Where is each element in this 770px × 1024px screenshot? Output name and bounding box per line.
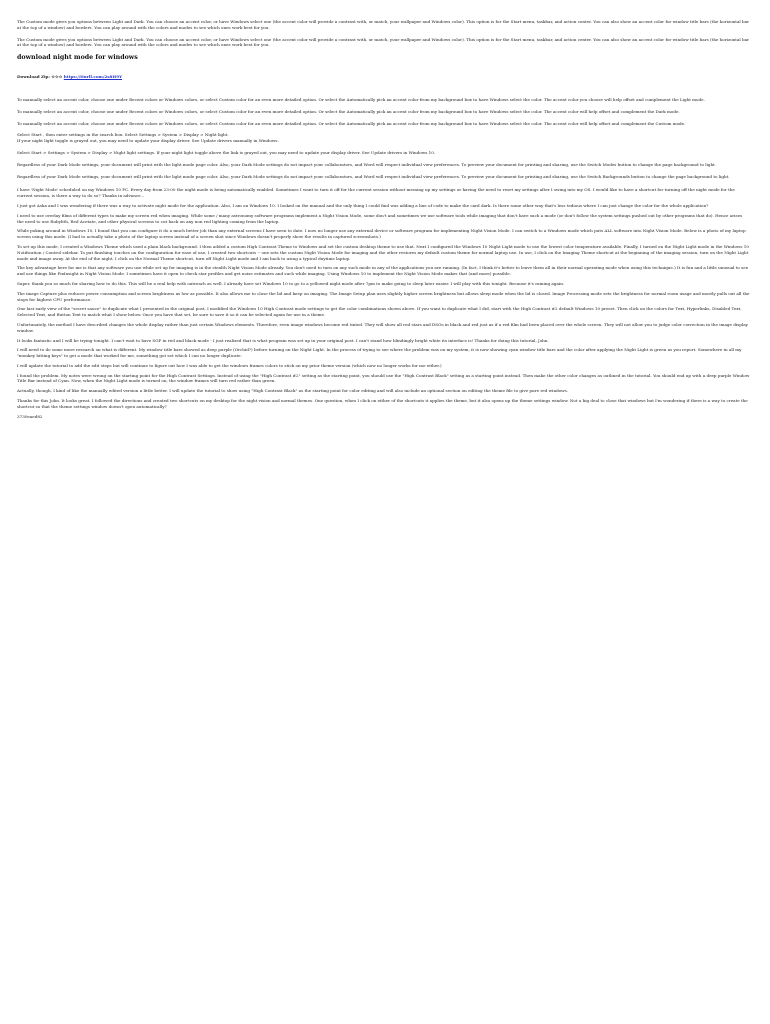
body-paragraph-19: I will need to do some more research on what is different. My window title bars showed as deep purple (Orchid?) before turning on the Night Light. In the process of trying to see where the problem was on my system, it is now showing cyan window title bars and the color after applying the Night Light is green as you report. Somewhere in all my "monkey hitting keys" to get a mode that worked for me, something got set which I can no longer duplicate. (17, 347, 742, 359)
body-paragraph-17: Unfortunately, the method I have described changes the whole display rather than just certain Windows elements. Therefore, even image windows become red tinted. They will show all red stars and DSOs in black and red just as if a red film had been placed over the whole screen. They will not allow you to judge color correction in the image display window. (17, 321, 748, 333)
body-paragraph-9: I just got Aska and I was wondering if there was a way to activate night mode for the application. Also, I am on Windows 10. I looked on the manual and the only thing I could find was adding a line of code to make the card dark. Is there some other way that's less tedious where I can just change the color for the whole application? (17, 202, 709, 208)
body-paragraph-21: I found the problem. My notes were wrong on the starting point for the High Contrast Settings. Instead of using the "High Contrast #2" setting as the starting point, you should use the "High Contrast Black" setting as a starting point instead. Then make the other color changes as outlined in the tutorial. You should end up with a deep purple Window Title Bar instead of Cyan. Now, when the Night Light mode is turned on, the window frames will turn red rather than green. (17, 372, 750, 384)
body-paragraph-18: It looks fantastic and I will be trying tonight. I can't wait to have SGP in red and black mode - I just realized that is what program was set up in your original post. I can't stand how blindingly bright white its interface is! Thanks for doing this tutorial, John. (17, 337, 549, 343)
body-paragraph-2: To manually select an accent color, choose one under Recent colors or Windows colors, or select Custom color for an even more detailed option. Or select the Automatically pick an accent color from my background box to have Windows select the color. The accent color will help offset and complement the Dark mode. (17, 108, 680, 114)
body-paragraph-8: I have 'Night Mode' scheduled on my Windows 10 PC. Every day from 23:00 the night mode is being automatically enabled. Sometimes I want to turn it off for the current session without messing up my settings or having the need to reset my settings after I swing into my OS. I would like to have a shortcut for turning off the night mode for the current session, is there a way to do so? Thanks in advance... (17, 187, 735, 199)
body-paragraph-22: Actually, though, I kind of like the manually edited version a little better. I will update the tutorial to show using "High Contrast Black" as the starting point for color editing and will also include an optional section on editing the theme file to give pure red windows. (17, 388, 569, 394)
body-paragraph-7: Regardless of your Dark Mode settings, your document will print with the light mode page color. Also, your Dark Mode settings do not impact your collaborators, and Word will respect individual view preferences. To preview your document for printing and sharing, use the Switch Backgrounds button to change the page background to light. (17, 173, 730, 179)
body-paragraph-23: Thanks for this John. It looks great. I followed the directions and created two shortcuts on my desktop for the night vision and normal themes. One question, when I click on either of the shortcuts it applies the theme, but it also opens up the theme settings window. Not a big deal to close that windows but I'm wondering if there is a way to create the shortcut so that the theme settings window doesn't open automatically? (17, 398, 748, 409)
document-page (17, 19, 750, 419)
body-paragraph-5: Select Start > Settings > System > Display > Night light settings. If your night light toggle above the link is grayed out, you may need to update your display driver. See Update drivers in Windows 10. (17, 149, 436, 155)
body-paragraph-6: Regardless of your Dark Mode settings, your document will print with the light mode page color. Also, your Dark Mode settings do not impact your collaborators, and Word will respect individual view preferences. To preview your document for printing and sharing, use the Switch Modes button to change the page background to light. (17, 161, 717, 167)
footer-code: 3730eaed82 (17, 413, 43, 419)
page-title: download night mode for windows (17, 54, 138, 62)
body-paragraph-16: One last early view of the "secret sauce" to duplicate what I presented in the original post, I modified the Windows 10 High Contrast mode settings to get the color combinations shown above. If you want to duplicate what I did, start with the High Contrast #2 default Windows 10 preset. Then click on the colors for Text, Hyperlinks, Disabled Text, Selected Text, and Button Text to match what I show below. Once you have that set, be sure to save it so it can be selected again for use in a theme. (17, 306, 742, 318)
body-paragraph-12: To set up this mode, I created a Windows Theme which used a plain black background. I then added a custom High Contrast Theme to Windows and set the custom desktop theme to use that. Next I configured the Windows 10 Night Light mode to use the lowest color temperature available. Finally, I turned on the Night Light mode in the Windows 10 Notification / Control sidebar. To put finishing touches on the configuration for ease of use, I created two shortcuts -- one sets the custom Night Vision Mode for imaging and the other restores my default custom theme for normal laptop use. In use, I click on the Imaging Theme shortcut at the beginning of the imaging session, turn on the Night Light mode and image away. At the end of the night, I click on the Normal Theme shortcut, turn off Night Light mode and I am back to using a typical daytime laptop. (17, 243, 750, 261)
download-line (17, 74, 750, 80)
download-label: Download Zip: ☆☆☆ (17, 74, 63, 80)
intro-paragraph-1: The Custom mode gives you options between Light and Dark. You can choose an accent color, or have Windows select one (the accent color will provide a contrast with, or match, your wallpaper and Windows color). This option is for the Start menu, taskbar, and action center. You can also show an accent color for window title bars (the horizontal bar at the top of a window) and borders. You can play around with the colors and modes to see which ones work best for you. (17, 19, 750, 30)
article-body (17, 97, 750, 410)
body-paragraph-4: Select Start , then enter settings in the search box. Select Settings > System > Display > Night light. If your night light toggle is grayed out, you may need to update your display driver. See Update drivers manually in Windows. (17, 132, 279, 144)
download-link[interactable]: https://tiurll.com/2s8H9Y (63, 74, 123, 80)
body-paragraph-10: I need to use overlay films of different types to make my screen red when imaging. While some / many astronomy software programs implement a Night Vision Mode, some don't and sometimes we use software tools while imaging that don't have such a mode (or don't follow the system settings pushed out by other programs that do). Hence arises the need to use Rubylith, Red Acetate, and other physical screens to cut back on any non red lighting coming from the laptop. (17, 212, 743, 224)
body-paragraph-14: Super, thank you so much for sharing how to do this. This will be a real help with outreach as well. I already have set Windows 10 to go to a yellowed night mode after 7pm to make going to sleep later easier. I will play with this tonight. Because it's raining again. (17, 280, 565, 286)
body-paragraph-13: The key advantage here for me is that any software you use while set up for imaging is in the stealth Night Vision Mode already. You don't need to turn on any such mode in any of the applications you are running. (In fact, I think it's better to leave them all in their normal operating mode when using this technique.) It is fun and a little unusual to see and use things like PixInsight in Night Vision Mode. I sometimes have it open to check star profiles and get noise estimates and such while imaging. Using Windows 10 to implement the Night Vision Mode makes that (and more) possible. (17, 265, 749, 277)
body-paragraph-1: To manually select an accent color, choose one under Recent colors or Windows colors, or select Custom color for an even more detailed option. Or select the Automatically pick an accent color from my background box to have Windows select the color. The accent color you choose will help offset and complement the Light mode. (17, 96, 705, 102)
body-paragraph-11: While poking around in Windows 10, I found that you can configure it do a much better job than any external screens I have seen to date. I now no longer use any external device or software program for implementing Night Vision Mode. I can switch to a Windows mode which puts ALL software into Night Vision Mode. Below is a photo of my laptop screen using this mode. (I had to actually take a photo of the laptop screen instead of a screen shot since Windows doesn't properly show the results in captured screenshots.) (17, 228, 746, 240)
body-paragraph-3: To manually select an accent color, choose one under Recent colors or Windows colors, or select Custom color for an even more detailed option. Or select the Automatically pick an accent color from my background box to have Windows select the color. The accent color will help offset and complement the Custom mode. (17, 120, 686, 126)
intro-paragraph-2: The Custom mode gives you options between Light and Dark. You can choose an accent color, or have Windows select one (the accent color will provide a contrast with, or match, your wallpaper and Windows color). This option is for the Start menu, taskbar, and action center. You can also show an accent color for window title bars (the horizontal bar at the top of a window) and borders. You can play around with the colors and modes to see which ones work best for you. (17, 36, 750, 48)
body-paragraph-20: I will update the tutorial to add the edit steps but will continue to figure out how I was able to get the windows frames colors to stick on my prior theme version (which now no longer works for me either.) (17, 362, 442, 368)
body-paragraph-15: The image Capture plus reduces power consumption and screen brightness as low as possible. It also allows me to close the lid and keep on imaging. The Image Setup plan uses slightly higher screen brightness but allows sleep mode when the lid is closed. Image Processing mode sets the brightness for normal room usage and mostly pulls out all the stops for highest CPU performance. (17, 290, 750, 302)
